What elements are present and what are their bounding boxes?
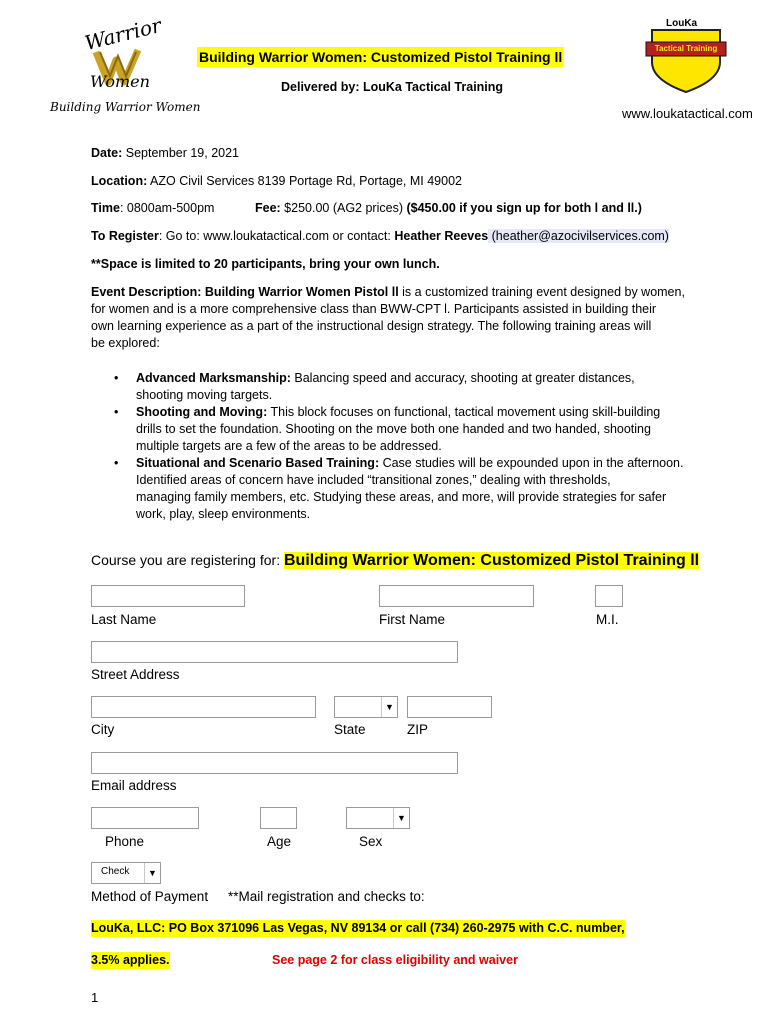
course-name: Building Warrior Women: Customized Pistol Training ll (283, 552, 700, 569)
delivered-by: Delivered by: LouKa Tactical Training (281, 80, 504, 94)
bullet-icon: • (114, 456, 119, 470)
location-line: Location: AZO Civil Services 8139 Portage Rd, Portage, MI 49002 (91, 174, 462, 188)
street-address-label: Street Address (91, 667, 180, 682)
state-select[interactable] (334, 696, 398, 718)
street-address-input[interactable] (91, 641, 458, 663)
mi-input[interactable] (595, 585, 623, 607)
zip-label: ZIP (407, 722, 429, 737)
list-item: • Advanced Marksmanship: Balancing speed and accuracy, shooting at greater distances, shooting moving targets. (114, 371, 635, 402)
chevron-down-icon[interactable]: ▼ (393, 808, 409, 828)
training-areas-list (114, 370, 696, 523)
mail-note: **Mail registration and checks to: (228, 889, 425, 904)
see-page-note: See page 2 for class eligibility and waiver (272, 953, 518, 967)
chevron-down-icon[interactable]: ▼ (144, 863, 160, 883)
course-prompt: Course you are registering for: (91, 552, 284, 568)
first-name-input[interactable] (379, 585, 534, 607)
website[interactable]: www.loukatactical.com (622, 106, 753, 121)
list-item: • Situational and Scenario Based Training: Case studies will be expounded upon in the afternoon. Identified areas of concern have included “transitional zones,” dealing with thresholds, managing family members, etc. Studying these areas, and more, will provide strategies for safer work, play, sleep environments. (114, 456, 684, 521)
age-label: Age (267, 834, 292, 849)
payment-method-select[interactable] (91, 862, 161, 884)
mi-label: M.I. (596, 612, 619, 627)
chevron-down-icon[interactable]: ▼ (381, 697, 397, 717)
cc-fee-note: 3.5% applies. (91, 953, 170, 967)
fee-line: Fee: $250.00 (AG2 prices) ($450.00 if you sign up for both l and ll.) (255, 201, 642, 215)
state-label: State (334, 722, 366, 737)
sex-select[interactable] (346, 807, 410, 829)
email-label: Email address (91, 778, 177, 793)
space-note: **Space is limited to 20 participants, bring your own lunch. (91, 257, 440, 271)
zip-input[interactable] (407, 696, 492, 718)
sex-label: Sex (359, 834, 383, 849)
contact-email[interactable]: (heather@azocivilservices.com) (488, 229, 669, 243)
page-number: 1 (91, 990, 99, 1005)
phone-label: Phone (105, 834, 145, 849)
logo-caption: Building Warrior Women (50, 100, 201, 114)
bullet-icon: • (114, 405, 119, 419)
page-title: Building Warrior Women: Customized Pistol Training ll (199, 49, 563, 65)
warrior-women-logo (48, 12, 201, 122)
phone-input[interactable] (91, 807, 199, 829)
mailing-address: LouKa, LLC: PO Box 371096 Las Vegas, NV 89134 or call (734) 260-2975 with C.C. number, (91, 921, 625, 935)
list-item: • Shooting and Moving: This block focuses on functional, tactical movement using skill-building drills to set the foundation. Shooting on the move both one handed and two handed, shooting multiple targets are a few of the areas to be addressed. (114, 405, 661, 453)
bullet-icon: • (114, 371, 119, 385)
first-name-label: First Name (379, 612, 446, 627)
date-line: Date: September 19, 2021 (91, 146, 240, 160)
register-line: To Register: Go to: www.loukatactical.com or contact: Heather Reeves (heather@azocivilservices.com) (91, 229, 669, 243)
shield-top-text: LouKa (666, 18, 698, 29)
city-label: City (91, 722, 115, 737)
city-input[interactable] (91, 696, 316, 718)
event-description: Event Description: Building Warrior Women Pistol ll is a customized training event designed by women, for women and is a more comprehensive class than BWW-CPT l. Participants assisted in building their own learning experience as a part of the instructional design strategy. The following training areas will be explored: (91, 285, 685, 350)
email-input[interactable] (91, 752, 458, 774)
payment-method-value: Check (101, 866, 130, 877)
age-input[interactable] (260, 807, 297, 829)
course-line (91, 552, 699, 570)
last-name-input[interactable] (91, 585, 245, 607)
shield-banner-text: Tactical Training (654, 44, 718, 53)
logo-word-bottom: Women (90, 72, 150, 91)
logo-word-top: Warrior (82, 12, 164, 56)
payment-method-label: Method of Payment (91, 889, 209, 904)
last-name-label: Last Name (91, 612, 157, 627)
time-line: Time: 0800am-500pm (91, 201, 215, 215)
louka-shield-logo (636, 14, 736, 94)
